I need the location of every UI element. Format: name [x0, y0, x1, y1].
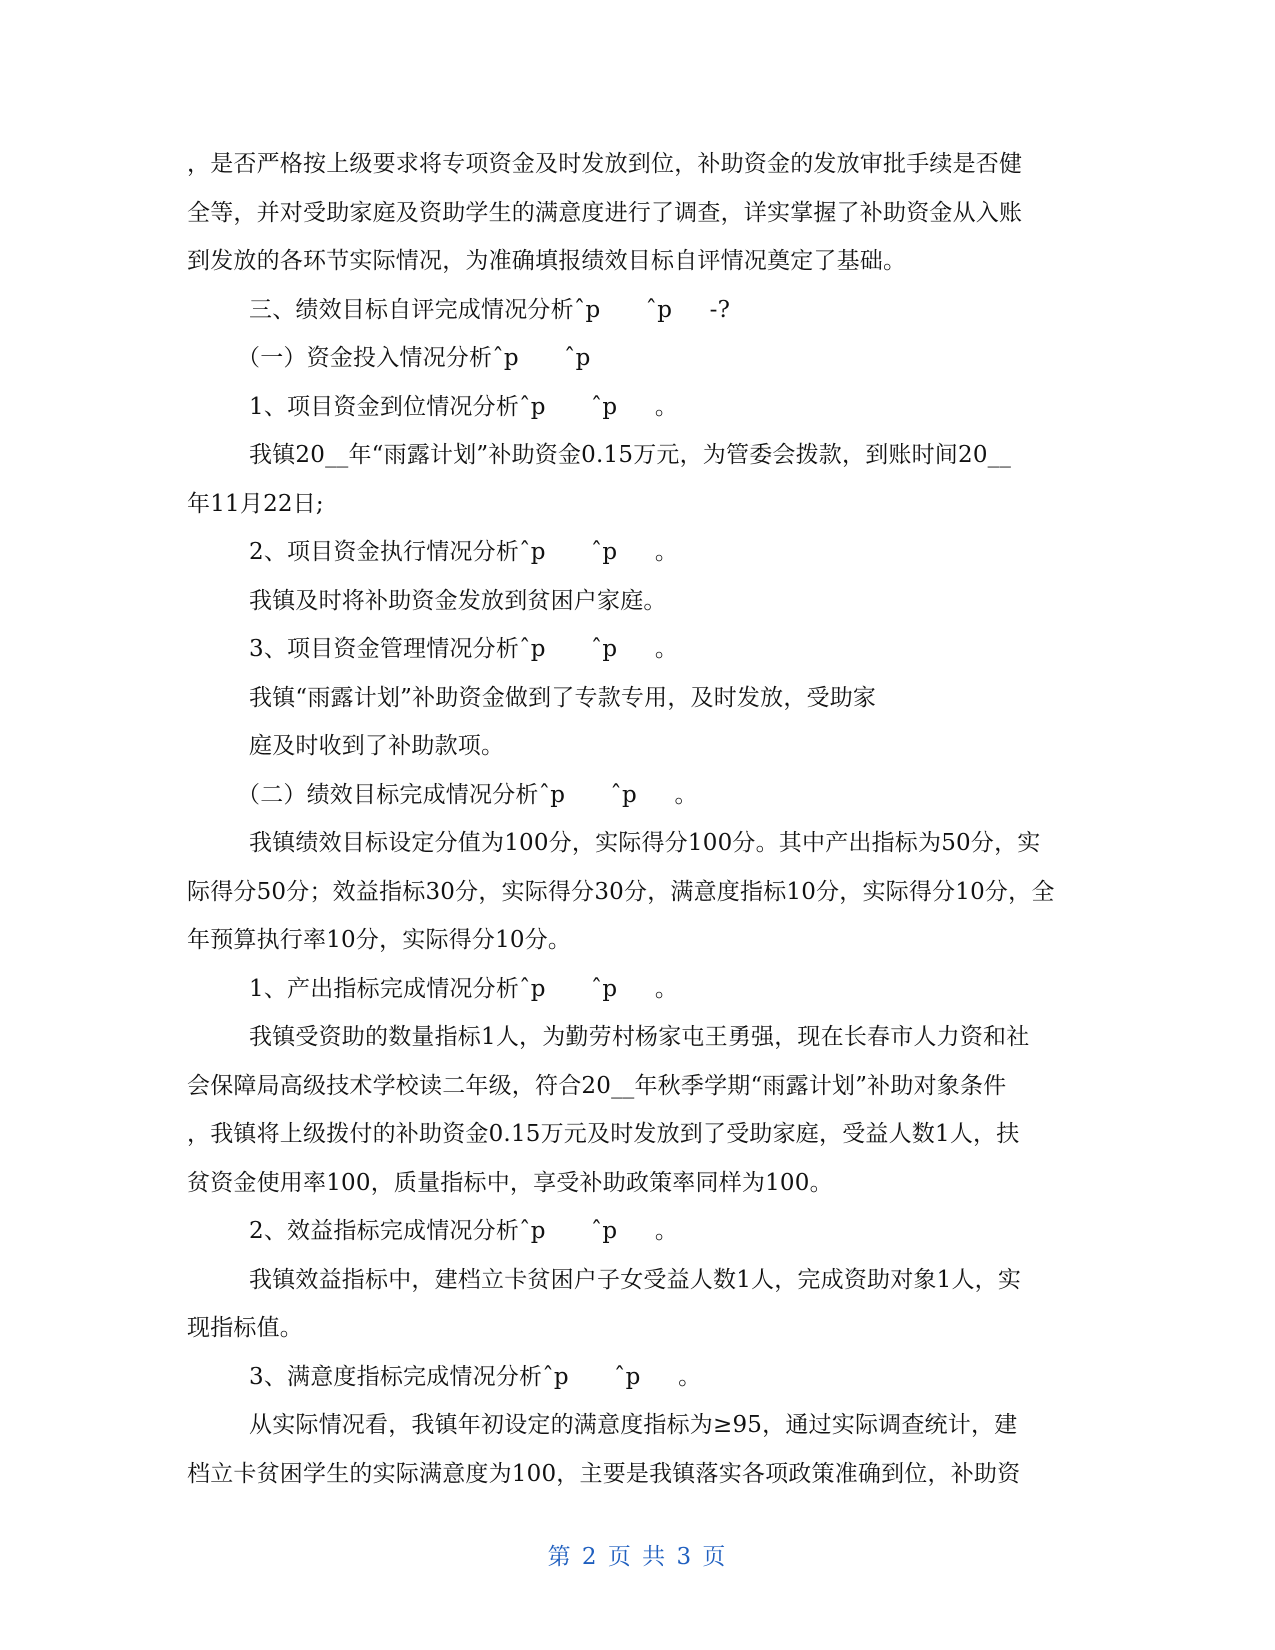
item-heading: 3、满意度指标完成情况分析ˆp ˆp 。	[249, 1363, 702, 1390]
body-line: 我镇效益指标中，建档立卡贫困户子女受益人数1人，完成资助对象1人，实	[249, 1266, 1022, 1293]
body-line: 全等，并对受助家庭及资助学生的满意度进行了调查，详实掌握了补助资金从入账	[187, 199, 1023, 226]
body-line: ，我镇将上级拨付的补助资金0.15万元及时发放到了受助家庭，受益人数1人，扶	[187, 1121, 1020, 1147]
body-line: 到发放的各环节实际情况，为准确填报绩效目标自评情况奠定了基础。	[187, 248, 907, 274]
body-line: 庭及时收到了补助款项。	[249, 733, 505, 759]
body-line: 档立卡贫困学生的实际满意度为100，主要是我镇落实各项政策准确到位，补助资	[187, 1460, 1021, 1487]
body-line: 我镇“雨露计划”补助资金做到了专款专用，及时发放，受助家	[249, 684, 877, 711]
section-heading: 三、绩效目标自评完成情况分析ˆp ˆp -?	[249, 296, 731, 323]
item-heading: 2、项目资金执行情况分析ˆp ˆp 。	[249, 539, 679, 565]
body-line: ，是否严格按上级要求将专项资金及时发放到位，补助资金的发放审批手续是否健	[187, 151, 1023, 177]
body-line: 会保障局高级技术学校读二年级，符合20__年秋季学期“雨露计划”补助对象条件	[187, 1072, 1007, 1099]
body-line: 我镇绩效目标设定分值为100分，实际得分100分。其中产出指标为50分，实	[249, 830, 1041, 856]
body-line: 我镇20__年“雨露计划”补助资金0.15万元，为管委会拨款，到账时间20__	[249, 442, 1012, 468]
body-line: 我镇及时将补助资金发放到贫困户家庭。	[249, 587, 667, 614]
page-number-footer: 第 2 页 共 3 页	[547, 1544, 728, 1570]
body-line: 从实际情况看，我镇年初设定的满意度指标为≥95，通过实际调查统计，建	[249, 1412, 1018, 1438]
body-line: 我镇受资助的数量指标1人，为勤劳村杨家屯王勇强，现在长春市人力资和社	[249, 1024, 1030, 1050]
subsection-heading: （一）资金投入情况分析ˆp ˆp	[237, 345, 591, 371]
item-heading: 2、效益指标完成情况分析ˆp ˆp 。	[249, 1218, 679, 1244]
body-line: 年预算执行率10分，实际得分10分。	[187, 927, 572, 953]
subsection-heading: （二）绩效目标完成情况分析ˆp ˆp 。	[237, 781, 698, 808]
body-line: 年11月22日;	[187, 490, 324, 517]
item-heading: 1、产出指标完成情况分析ˆp ˆp 。	[249, 975, 679, 1002]
item-heading: 1、项目资金到位情况分析ˆp ˆp 。	[249, 393, 679, 420]
document-body	[187, 140, 1087, 1498]
body-line: 现指标值。	[187, 1315, 303, 1341]
item-heading: 3、项目资金管理情况分析ˆp ˆp 。	[249, 636, 679, 662]
body-line: 际得分50分；效益指标30分，实际得分30分，满意度指标10分，实际得分10分，全	[187, 878, 1055, 905]
body-line: 贫资金使用率100，质量指标中，享受补助政策率同样为100。	[187, 1169, 833, 1196]
